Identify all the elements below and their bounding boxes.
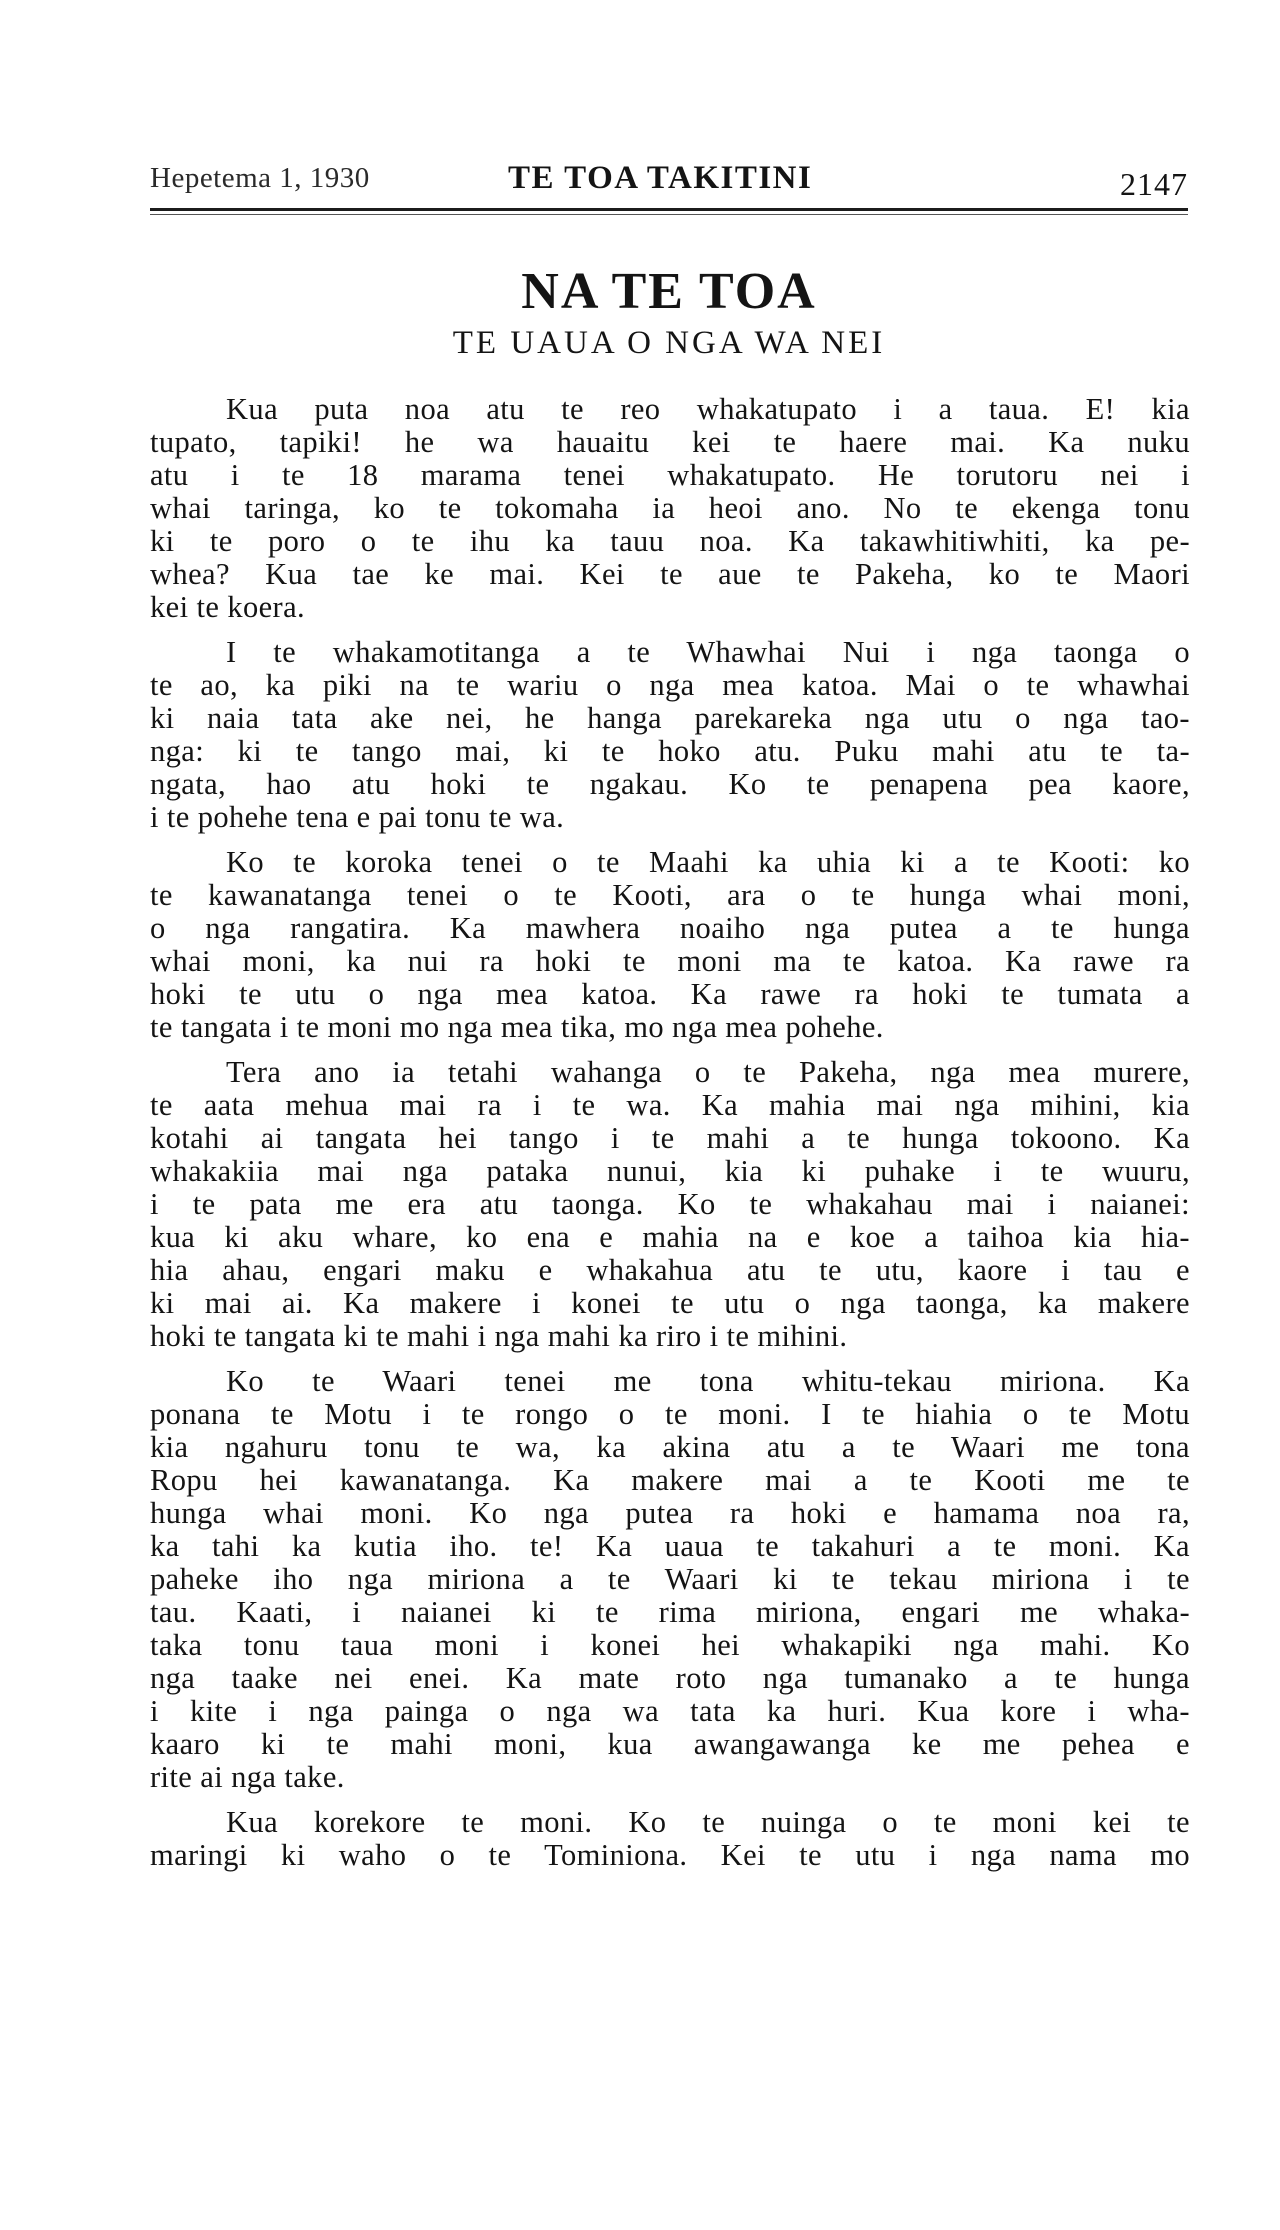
text-line: maringi ki waho o te Tominiona. Kei te utu i nga nama mo: [150, 1838, 1190, 1872]
paragraph: [150, 1056, 1190, 1353]
header-rule: [150, 208, 1188, 211]
text-line: Ko te koroka tenei o te Maahi ka uhia ki a te Kooti: ko: [226, 845, 1190, 879]
text-line: i te pata me era atu taonga. Ko te whakahau mai i naianei:: [150, 1187, 1190, 1221]
text-line: kei te koera.: [150, 590, 306, 624]
text-line: whai taringa, ko te tokomaha ia heoi ano. No te ekenga tonu: [150, 491, 1190, 525]
text-line: ki te poro o te ihu ka tauu noa. Ka takawhitiwhiti, ka pe-: [150, 524, 1190, 558]
issue-date: Hepetema 1, 1930: [150, 162, 370, 194]
text-line: kaaro ki te mahi moni, kua awangawanga ke me pehea e: [150, 1727, 1190, 1761]
running-head: [150, 158, 1188, 208]
text-line: te kawanatanga tenei o te Kooti, ara o te hunga whai moni,: [150, 878, 1190, 912]
text-line: nga taake nei enei. Ka mate roto nga tumanako a te hunga: [150, 1661, 1190, 1695]
text-line: taka tonu taua moni i konei hei whakapiki nga mahi. Ko: [150, 1628, 1190, 1662]
paragraph: [150, 393, 1190, 624]
text-line: atu i te 18 marama tenei whakatupato. He torutoru nei i: [150, 458, 1190, 492]
text-line: hia ahau, engari maku e whakahua atu te utu, kaore i tau e: [150, 1253, 1190, 1287]
text-line: whakakiia mai nga pataka nunui, kia ki puhake i te wuuru,: [150, 1154, 1190, 1188]
text-line: whea? Kua tae ke mai. Kei te aue te Pakeha, ko te Maori: [150, 557, 1190, 591]
article-subtitle: TE UAUA O NGA WA NEI: [452, 325, 886, 361]
text-line: o nga rangatira. Ka mawhera noaiho nga putea a te hunga: [150, 911, 1190, 945]
text-line: ka tahi ka kutia iho. te! Ka uaua te takahuri a te moni. Ka: [150, 1529, 1190, 1563]
text-line: ki naia tata ake nei, he hanga parekareka nga utu o nga tao-: [150, 701, 1190, 735]
text-line: whai moni, ka nui ra hoki te moni ma te katoa. Ka rawe ra: [150, 944, 1190, 978]
text-line: hoki te tangata ki te mahi i nga mahi ka riro i te mihini.: [150, 1319, 848, 1353]
page-number: 2147: [1120, 166, 1188, 202]
paragraph: [150, 846, 1190, 1044]
text-line: Ropu hei kawanatanga. Ka makere mai a te Kooti me te: [150, 1463, 1190, 1497]
text-line: te aata mehua mai ra i te wa. Ka mahia mai nga mihini, kia: [150, 1088, 1190, 1122]
text-line: Kua puta noa atu te reo whakatupato i a taua. E! kia: [226, 392, 1190, 426]
text-line: Ko te Waari tenei me tona whitu-tekau miriona. Ka: [226, 1364, 1190, 1398]
text-line: i te pohehe tena e pai tonu te wa.: [150, 800, 565, 834]
text-line: kia ngahuru tonu te wa, ka akina atu a te Waari me tona: [150, 1430, 1190, 1464]
text-line: nga: ki te tango mai, ki te hoko atu. Puku mahi atu te ta-: [150, 734, 1190, 768]
text-line: ngata, hao atu hoki te ngakau. Ko te penapena pea kaore,: [150, 767, 1190, 801]
text-line: tau. Kaati, i naianei ki te rima miriona, engari me whaka-: [150, 1595, 1190, 1629]
text-line: kua ki aku whare, ko ena e mahia na e koe a taihoa kia hia-: [150, 1220, 1190, 1254]
article-body: [150, 393, 1190, 1884]
paragraph: [150, 1365, 1190, 1794]
text-line: ki mai ai. Ka makere i konei te utu o nga taonga, ka makere: [150, 1286, 1190, 1320]
text-line: I te whakamotitanga a te Whawhai Nui i nga taonga o: [226, 635, 1190, 669]
text-line: te tangata i te moni mo nga mea tika, mo nga mea pohehe.: [150, 1010, 884, 1044]
header-rule-thin: [150, 214, 1188, 215]
text-line: i kite i nga painga o nga wa tata ka huri. Kua kore i wha-: [150, 1694, 1190, 1728]
text-line: te ao, ka piki na te wariu o nga mea katoa. Mai o te whawhai: [150, 668, 1190, 702]
paragraph: [150, 1806, 1190, 1872]
paragraph: [150, 636, 1190, 834]
text-line: paheke iho nga miriona a te Waari ki te tekau miriona i te: [150, 1562, 1190, 1596]
text-line: rite ai nga take.: [150, 1760, 345, 1794]
text-line: Tera ano ia tetahi wahanga o te Pakeha, nga mea murere,: [226, 1055, 1190, 1089]
publication-title: TE TOA TAKITINI: [508, 160, 813, 196]
text-line: hoki te utu o nga mea katoa. Ka rawe ra hoki te tumata a: [150, 977, 1190, 1011]
text-line: kotahi ai tangata hei tango i te mahi a te hunga tokoono. Ka: [150, 1121, 1190, 1155]
text-line: hunga whai moni. Ko nga putea ra hoki e hamama noa ra,: [150, 1496, 1190, 1530]
article-title: NA TE TOA: [521, 263, 817, 320]
text-line: ponana te Motu i te rongo o te moni. I te hiahia o te Motu: [150, 1397, 1190, 1431]
text-line: Kua korekore te moni. Ko te nuinga o te moni kei te: [226, 1805, 1190, 1839]
text-line: tupato, tapiki! he wa hauaitu kei te haere mai. Ka nuku: [150, 425, 1190, 459]
